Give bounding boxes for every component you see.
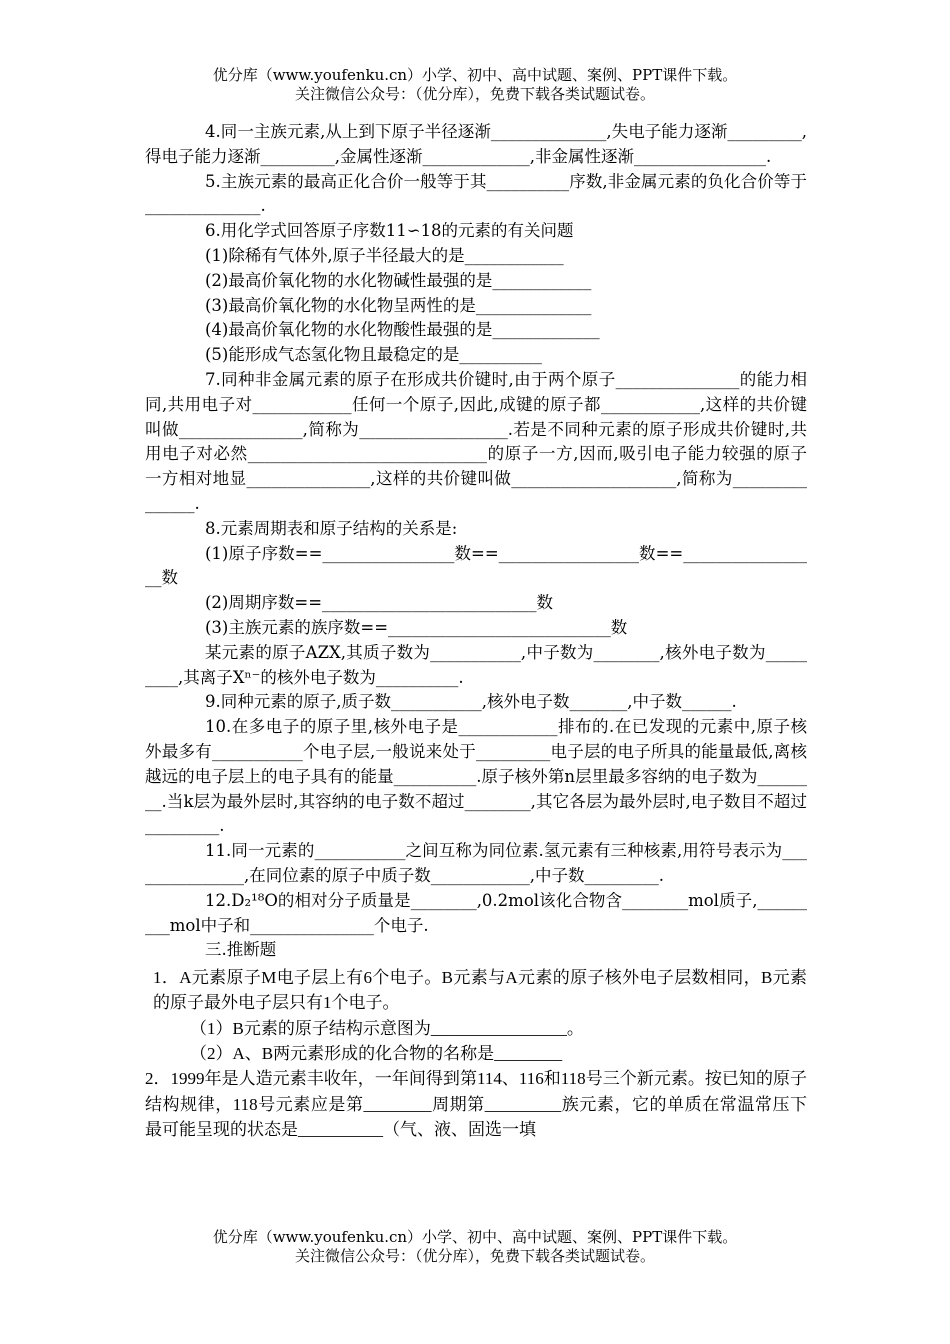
question-8-item-4: 某元素的原子AZX,其质子数为___________,中子数为________,核外电子数为_________,其离子Xⁿ⁻的核外电子数为__________. — [145, 642, 807, 687]
section-3-question-2: 2．1999年是人造元素丰收年，一年间得到第114、116和118号三个新元素。按已知的原子结构规律，118号元素应是第________周期第_________族元素，它的单质在常温常压下最可能呈现的状态是__________（气、液、固选一填 — [145, 1069, 807, 1139]
section-3-content — [145, 965, 807, 1142]
question-8-item-2: (2)周期序数==__________________________数 — [205, 593, 554, 613]
question-6-item-3: (3)最高价氧化物的水化物呈两性的是______________ — [205, 295, 592, 315]
exam-body — [145, 120, 807, 1142]
question-6-item-2: (2)最高价氧化物的水化物碱性最强的是____________ — [205, 270, 592, 290]
question-5: 5.主族元素的最高正化合价一般等于其__________序数,非金属元素的负化合价等于______________. — [145, 171, 807, 216]
question-12: 12.D₂¹⁸O的相对分子质量是________,0.2mol该化合物含________mol质子,_________mol中子和_______________个电子. — [145, 890, 807, 935]
page-footer — [0, 1228, 950, 1266]
question-8-item-1: (1)原子序数==________________数==_________________数==_________________数 — [145, 543, 807, 588]
page-header — [0, 66, 950, 104]
section-3-question-1-item-1: （1）B元素的原子结构示意图为________________。 — [190, 1018, 584, 1038]
question-9: 9.同种元素的原子,质子数___________,核外电子数_______,中子数______. — [205, 692, 737, 712]
section-3-question-1: 1．A元素原子M电子层上有6个电子。B元素与A元素的原子核外电子层数相同，B元素的原子最外电子层只有1个电子。 — [153, 968, 807, 1013]
header-line-2: 关注微信公众号：（优分库），免费下载各类试题试卷。 — [294, 85, 655, 103]
question-11: 11.同一元素的___________之间互称为同位素.氢元素有三种核素,用符号表示为_______________,在同位素的原子中质子数____________,中子数_________. — [145, 841, 807, 885]
question-6-title: 6.用化学式回答原子序数11∽18的元素的有关问题 — [205, 221, 574, 241]
header-line-1: 优分库（www.youfenku.cn）小学、初中、高中试题、案例、PPT课件下载。 — [212, 66, 738, 84]
section-3-question-1-item-2: （2）A、B两元素形成的化合物的名称是________ — [190, 1043, 563, 1063]
question-8-item-3: (3)主族元素的族序数==___________________________数 — [205, 617, 628, 637]
section-3-title: 三.推断题 — [205, 940, 277, 960]
question-8-title: 8.元素周期表和原子结构的关系是: — [205, 518, 458, 538]
footer-line-2: 关注微信公众号：（优分库），免费下载各类试题试卷。 — [294, 1247, 655, 1265]
question-6-item-5: (5)能形成气态氢化物且最稳定的是__________ — [205, 345, 542, 365]
footer-line-1: 优分库（www.youfenku.cn）小学、初中、高中试题、案例、PPT课件下载。 — [212, 1228, 738, 1246]
question-6-item-1: (1)除稀有气体外,原子半径最大的是____________ — [205, 245, 564, 265]
question-7: 7.同种非金属元素的原子在形成共价键时,由于两个原子_______________的能力相同,共用电子对____________任何一个原子,因此,成键的原子都____________,这样的共价键叫做_______________,简称为__________________.若是不同种元素的原子形成共价键时,共用电子对必然_____________________________的原子一方,因而,吸引电子能力较强的原子一方相对地显_______________,这样的共价键叫做____________________,简称为_______________. — [145, 369, 807, 513]
question-10: 10.在多电子的原子里,核外电子是____________排布的.在已发现的元素中,原子核外最多有___________个电子层,一般说来处于_________电子层的电子所具的能量最低,离核越远的电子层上的电子具有的能量__________.原子核外第n层里最多容纳的电子数为________.当k层为最外层时,其容纳的电子数不超过________,其它各层为最外层时,电子数目不超过_________. — [145, 717, 807, 836]
question-6-item-4: (4)最高价氧化物的水化物酸性最强的是_____________ — [205, 320, 600, 340]
question-4: 4.同一主族元素,从上到下原子半径逐渐______________,失电子能力逐渐_________,得电子能力逐渐_________,金属性逐渐_____________,非金属性逐渐________________. — [145, 122, 807, 166]
